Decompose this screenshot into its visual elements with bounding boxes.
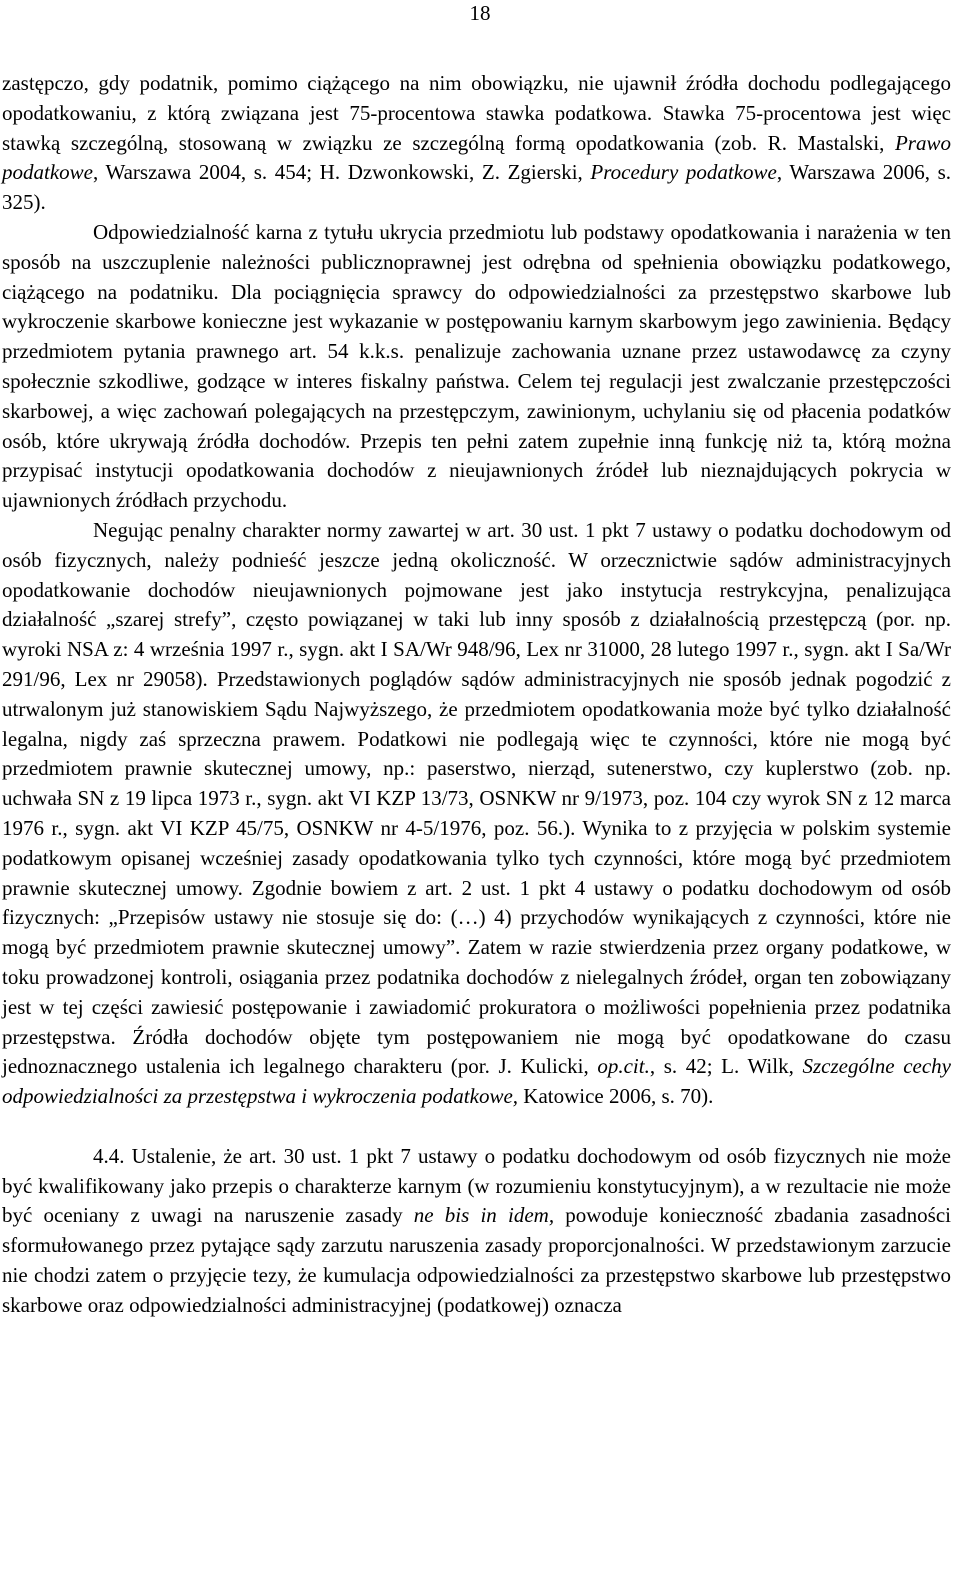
paragraph-1 (2, 69, 951, 218)
paragraph-4 (2, 1142, 951, 1321)
text-segment: Negując penalny charakter normy zawartej w art. 30 ust. 1 pkt 7 ustawy o podatku dochodowym od osób fizycznych, należy podnieść jeszcze jedną okoliczność. W orzecznictwie sądów administracyjnych opodatkowanie dochodów nieujawnionych pojmowane jest jako instytucja restrykcyjna, penalizująca działalność „szarej strefy”, często powiązanej w taki lub inny sposób z działalnością przestępczą (por. np. wyroki NSA z: 4 września 1997 r., sygn. akt I SA/Wr 948/96, Lex nr 31000, 28 lutego 1997 r., sygn. akt I Sa/Wr 291/96, Lex nr 29058). Przedstawionych poglądów sądów administracyjnych nie sposób jednak pogodzić z utrwalonym już stanowiskiem Sądu Najwyższego, że przedmiotem opodatkowania może być tylko działalność legalna, nigdy zaś sprzeczna prawem. Podatkowi nie podlegają więc te czynności, które nie mogą być przedmiotem prawnie skutecznej umowy, np.: paserstwo, nierząd, sutenerstwo, czy kuplerstwo (zob. np. uchwała SN z 19 lipca 1973 r., sygn. akt VI KZP 13/73, OSNKW nr 9/1973, poz. 104 czy wyrok SN z 12 marca 1976 r., sygn. akt VI KZP 45/75, OSNKW nr 4-5/1976, poz. 56.). Wynika to z przyjęcia w polskim systemie podatkowym opisanej wcześniej zasady opodatkowania tylko tych czynności, które mogą być przedmiotem prawnie skutecznej umowy. Zgodnie bowiem z art. 2 ust. 1 pkt 4 ustawy o podatku dochodowym od osób fizycznych: „Przepisów ustawy nie stosuje się do: (…) 4) przychodów wynikających z czynności, które nie mogą być przedmiotem prawnie skutecznej umowy”. Zatem w razie stwierdzenia przez organy podatkowe, w toku prowadzonej kontroli, osiągania przez podatnika dochodów z nielegalnych źródeł, organ ten zobowiązany jest w tej części zawiesić postępowanie i zawiadomić prokuratora o możliwości popełnienia przez podatnika przestępstwa. Źródła dochodów objęte tym postępowaniem nie mogą być opodatkowane do czasu jednoznacznego ustalenia ich legalnego charakteru (por. J. Kulicki, (2, 517, 951, 1079)
text-segment: Odpowiedzialność karna z tytułu ukrycia przedmiotu lub podstawy opodatkowania i narażenia w ten sposób na uszczuplenie należności publicznoprawnej jest odrębna od spełnienia obowiązku podatkowego, ciążącego na podatniku. Dla pociągnięcia sprawcy do odpowiedzialności za przestępstwo skarbowe lub wykroczenie skarbowe konieczne jest wykazanie w postępowaniu karnym skarbowym jego zawinienia. Będący przedmiotem pytania prawnego art. 54 k.k.s. penalizuje zachowania uznane przez ustawodawcę za czyny społecznie szkodliwe, godzące w interes fiskalny państwa. Celem tej regulacji jest zwalczanie przestępczości skarbowej, a więc zachowań polegających na przestępczym, zawinionym, uchylaniu się od płacenia podatków osób, które ukrywają źródła dochodów. Przepis ten pełni zatem zupełnie inną funkcję niż ta, którą można przypisać instytucji opodatkowania dochodów z nieujawnionych źródeł lub nieznajdujących pokrycia w ujawnionych źródłach przychodu. (2, 219, 951, 513)
citation-italic: op.cit. (597, 1054, 650, 1079)
body-text (2, 69, 951, 1321)
paragraph-3 (2, 516, 951, 1112)
text-segment: zastępczo, gdy podatnik, pomimo ciążącego na nim obowiązku, nie ujawnił źródła dochodu podlegającego opodatkowaniu, z którą związana jest 75-procentowa stawka podatkowa. Stawka 75-procentowa jest więc stawką szczególną, stosowaną w związku ze szczególną formą opodatkowania (zob. R. Mastalski, (2, 71, 951, 155)
book-title: Szczególne cechy odpowiedzialności za przestępstwa i wykroczenia podatkowe, (2, 1054, 951, 1109)
text-segment: , Warszawa 2006, s. 325). (2, 160, 952, 215)
book-title: Procedury podatkowe (590, 160, 777, 185)
text-segment: , Warszawa 2004, s. 454; H. Dzwonkowski, Z. Zgierski, (92, 160, 591, 185)
text-segment: 4.4. Ustalenie, że art. 30 ust. 1 pkt 7 ustawy o podatku dochodowym od osób fizycznych nie może być kwalifikowany jako przepis o charakterze karnym (w rozumieniu konstytucyjnym), a w rezultacie nie może być oceniany z uwagi na naruszenie zasady (2, 1143, 951, 1228)
latin-phrase: ne bis in idem, (413, 1203, 555, 1228)
text-segment: Katowice 2006, s. 70). (518, 1084, 714, 1109)
book-title: Prawo podatkowe (2, 130, 951, 185)
paragraph-2 (2, 218, 951, 516)
text-segment: powoduje konieczność zbadania zasadności sformułowanego przez pytające sądy zarzutu naruszenia zasady proporcjonalności. W przedstawionym zarzucie nie chodzi zatem o przyjęcie tezy, że kumulacja odpowiedzialności za przestępstwo skarbowe lub przestępstwo skarbowe oraz odpowiedzialności administracyjnej (podatkowej) oznacza (2, 1203, 952, 1317)
text-segment: , s. 42; L. Wilk, (649, 1054, 803, 1079)
page-number: 18 (469, 1, 491, 25)
